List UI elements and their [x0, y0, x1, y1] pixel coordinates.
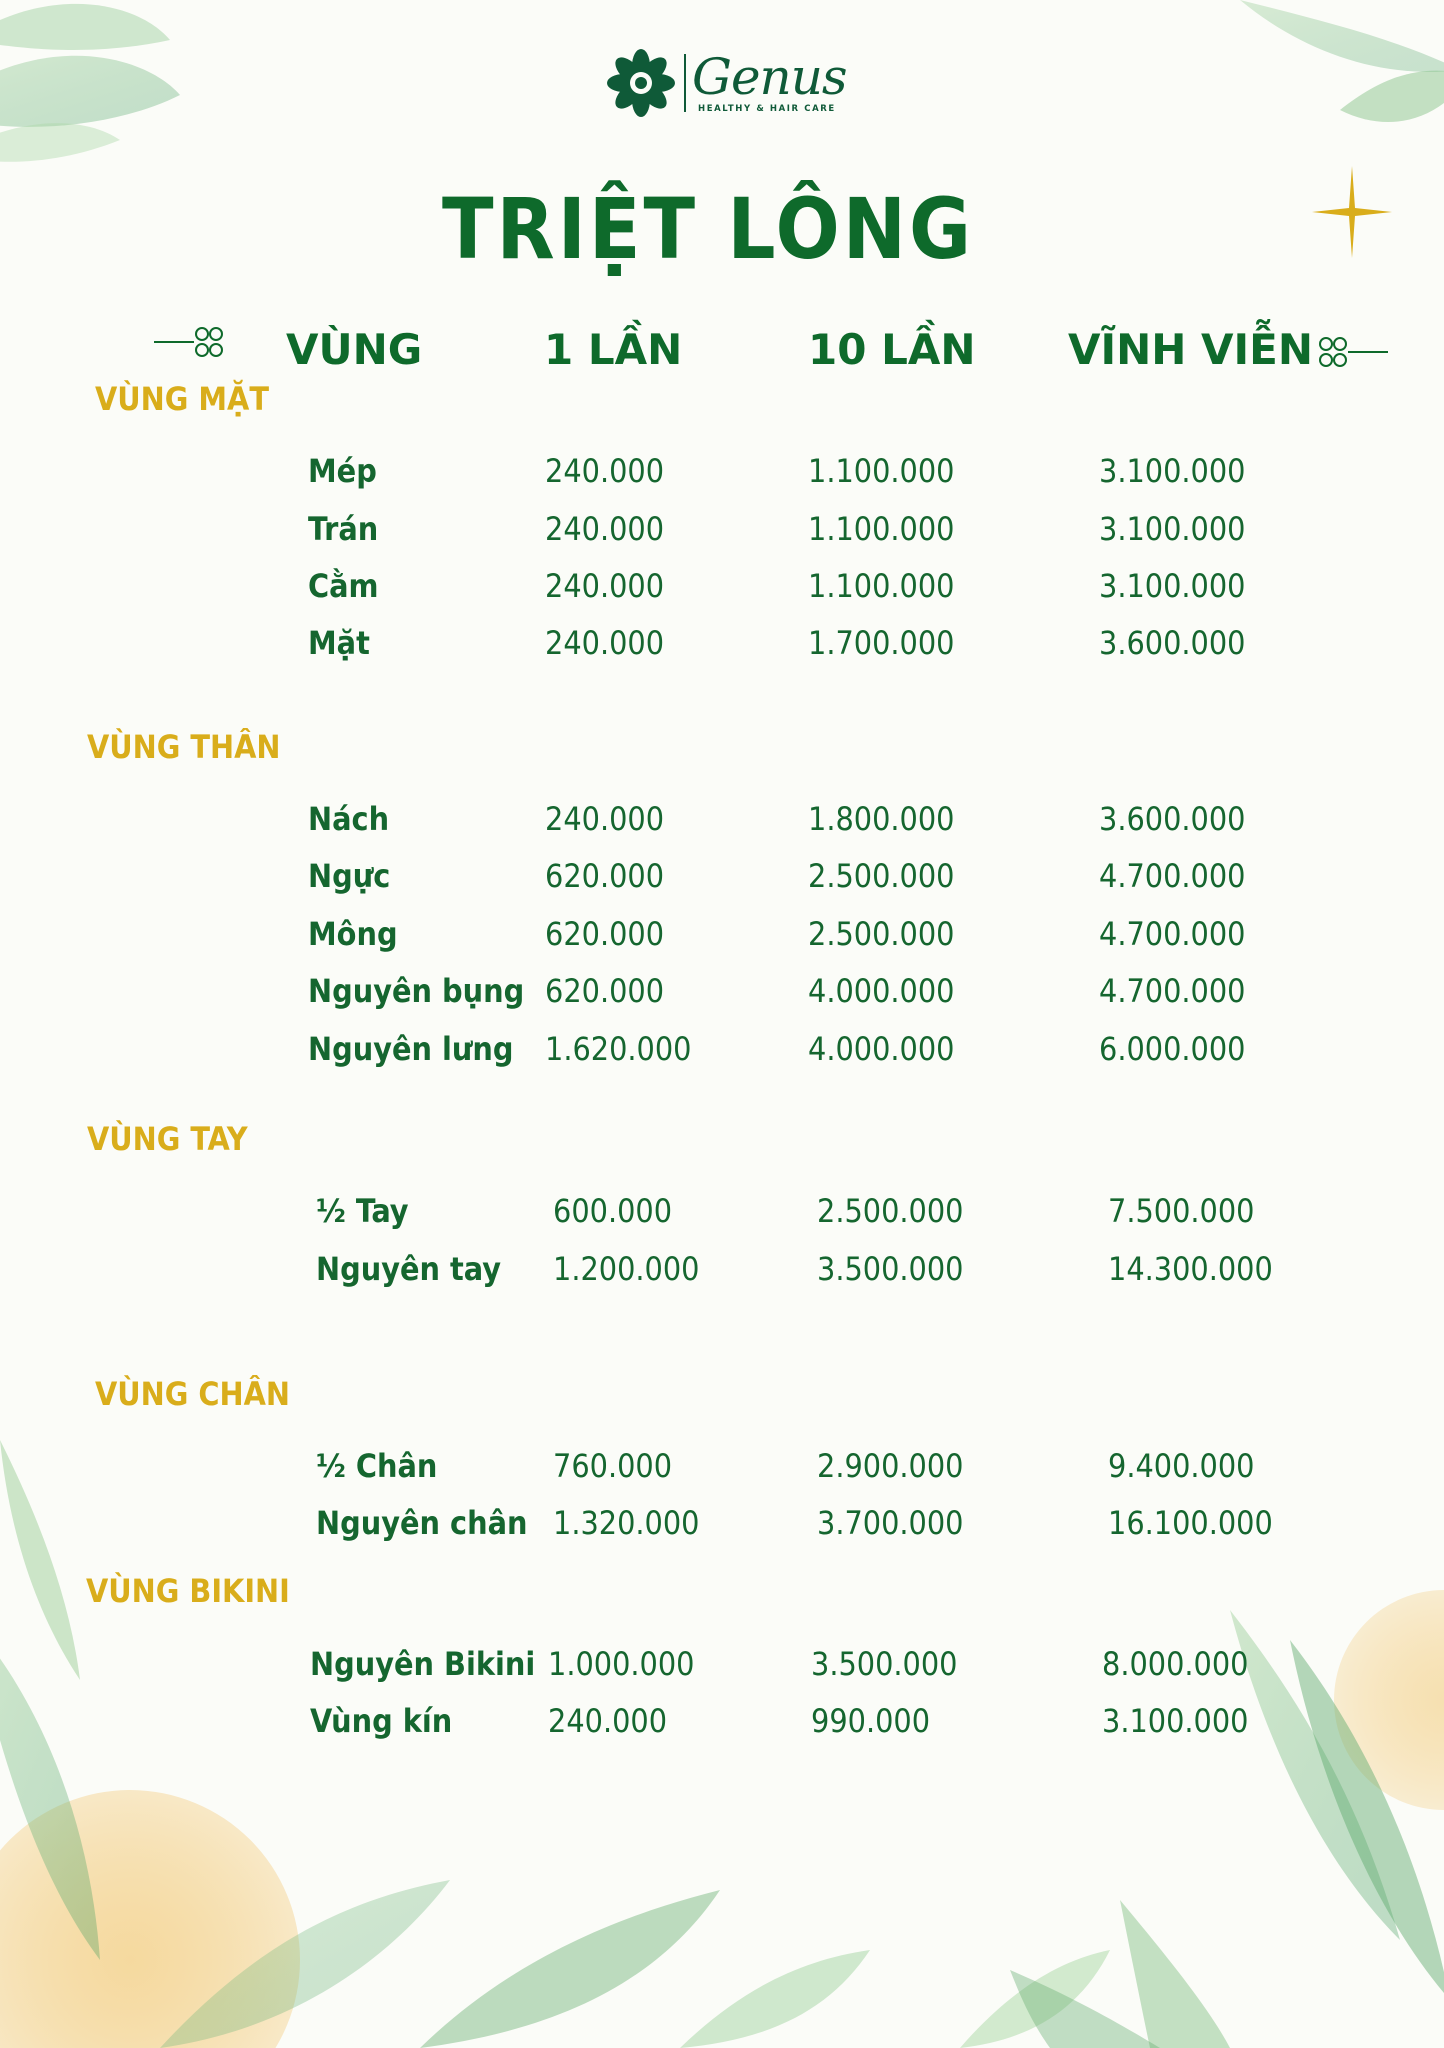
row-name: ½ Tay [316, 1192, 409, 1230]
price-ten: 3.500.000 [817, 1250, 964, 1288]
price-ten: 990.000 [811, 1702, 931, 1740]
row-name: Vùng kín [310, 1702, 453, 1740]
price-once: 240.000 [545, 567, 665, 605]
table-row [0, 452, 1444, 502]
price-permanent: 3.100.000 [1099, 452, 1246, 490]
price-once: 1.000.000 [548, 1645, 695, 1683]
price-permanent: 8.000.000 [1102, 1645, 1249, 1683]
price-ten: 1.100.000 [808, 510, 955, 548]
flourish-ornament-icon [154, 324, 224, 360]
price-permanent: 4.700.000 [1099, 972, 1246, 1010]
page-title: TRIỆT LÔNG [442, 180, 974, 278]
price-ten: 2.900.000 [817, 1447, 964, 1485]
price-once: 240.000 [545, 800, 665, 838]
price-once: 760.000 [553, 1447, 673, 1485]
price-ten: 4.000.000 [808, 972, 955, 1010]
price-once: 240.000 [548, 1702, 668, 1740]
row-name: Trán [308, 510, 379, 548]
row-name: Nguyên bụng [308, 972, 525, 1010]
table-row [0, 510, 1444, 560]
table-row [0, 915, 1444, 965]
row-name: Nguyên chân [316, 1504, 528, 1542]
price-ten: 2.500.000 [808, 857, 955, 895]
column-header-permanent: VĨNH VIỄN [1068, 325, 1314, 374]
table-row [0, 1447, 1444, 1497]
row-name: Cằm [308, 567, 379, 605]
price-permanent: 9.400.000 [1108, 1447, 1255, 1485]
table-row [0, 857, 1444, 907]
table-row [0, 1250, 1444, 1300]
column-header-once: 1 LẦN [544, 325, 683, 374]
row-name: Nguyên lưng [308, 1030, 514, 1068]
row-name: Nguyên Bikini [310, 1645, 536, 1683]
price-permanent: 7.500.000 [1108, 1192, 1255, 1230]
section-label-face: VÙNG MẶT [95, 380, 269, 418]
row-name: Ngực [308, 857, 391, 895]
price-once: 1.620.000 [545, 1030, 692, 1068]
price-permanent: 4.700.000 [1099, 857, 1246, 895]
price-once: 240.000 [545, 452, 665, 490]
table-row [0, 567, 1444, 617]
row-name: Mặt [308, 624, 370, 662]
price-ten: 3.700.000 [817, 1504, 964, 1542]
section-label-bikini: VÙNG BIKINI [86, 1572, 290, 1610]
price-once: 1.200.000 [553, 1250, 700, 1288]
price-permanent: 3.600.000 [1099, 800, 1246, 838]
column-header-area: VÙNG [286, 325, 423, 374]
table-row [0, 1192, 1444, 1242]
row-name: Mông [308, 915, 398, 953]
table-row [0, 1504, 1444, 1554]
price-permanent: 3.100.000 [1099, 510, 1246, 548]
price-once: 620.000 [545, 915, 665, 953]
logo-divider [684, 54, 686, 112]
price-once: 240.000 [545, 510, 665, 548]
brand-logo [604, 46, 847, 122]
table-row [0, 972, 1444, 1022]
flourish-ornament-icon [1318, 334, 1388, 370]
price-once: 240.000 [545, 624, 665, 662]
price-permanent: 3.100.000 [1099, 567, 1246, 605]
section-label-legs: VÙNG CHÂN [95, 1375, 290, 1413]
price-permanent: 3.600.000 [1099, 624, 1246, 662]
brand-name: Genus [692, 48, 847, 106]
price-permanent: 3.100.000 [1102, 1702, 1249, 1740]
price-permanent: 14.300.000 [1108, 1250, 1273, 1288]
price-ten: 2.500.000 [808, 915, 955, 953]
price-once: 600.000 [553, 1192, 673, 1230]
price-ten: 1.800.000 [808, 800, 955, 838]
price-once: 620.000 [545, 972, 665, 1010]
price-once: 1.320.000 [553, 1504, 700, 1542]
brand-tagline: HEALTHY & HAIR CARE [698, 104, 836, 114]
row-name: ½ Chân [316, 1447, 438, 1485]
price-permanent: 16.100.000 [1108, 1504, 1273, 1542]
price-once: 620.000 [545, 857, 665, 895]
row-name: Nguyên tay [316, 1250, 501, 1288]
flower-logo-icon [604, 46, 678, 120]
price-permanent: 4.700.000 [1099, 915, 1246, 953]
table-row [0, 800, 1444, 850]
price-ten: 2.500.000 [817, 1192, 964, 1230]
row-name: Nách [308, 800, 390, 838]
table-row [0, 1030, 1444, 1080]
section-label-arms: VÙNG TAY [87, 1120, 248, 1158]
table-row [0, 1702, 1444, 1752]
price-ten: 1.100.000 [808, 452, 955, 490]
column-header-ten: 10 LẦN [808, 325, 976, 374]
table-row [0, 624, 1444, 674]
price-ten: 4.000.000 [808, 1030, 955, 1068]
price-permanent: 6.000.000 [1099, 1030, 1246, 1068]
price-ten: 1.700.000 [808, 624, 955, 662]
row-name: Mép [308, 452, 377, 490]
price-ten: 1.100.000 [808, 567, 955, 605]
table-row [0, 1645, 1444, 1695]
price-ten: 3.500.000 [811, 1645, 958, 1683]
section-label-body: VÙNG THÂN [87, 728, 281, 766]
